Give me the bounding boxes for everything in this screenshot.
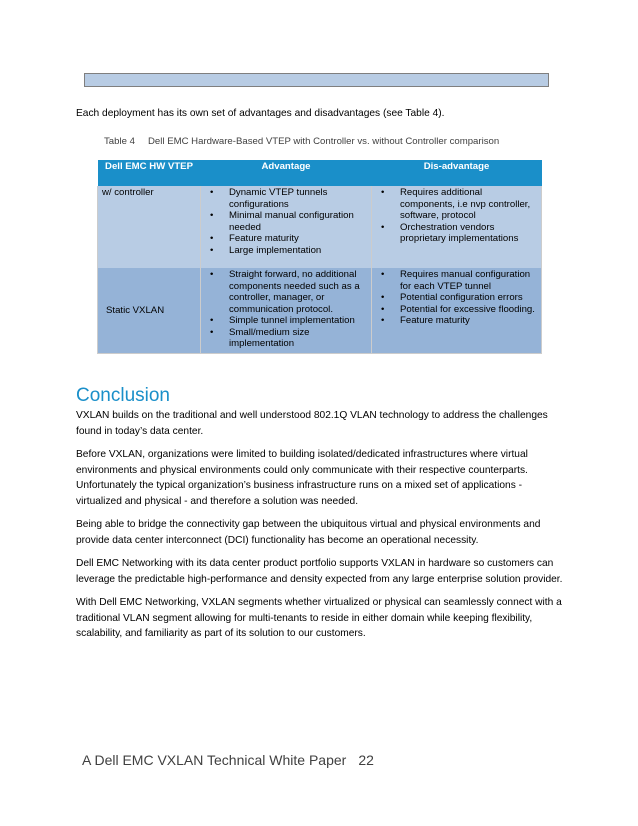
table-caption (104, 136, 499, 147)
list-item: • Orchestration vendors proprietary implementations (376, 222, 537, 245)
list-item: • Potential configuration errors (376, 292, 537, 304)
list-item: • Dynamic VTEP tunnels configurations (205, 187, 367, 210)
disadvantages-cell (372, 186, 542, 268)
list-item: • Simple tunnel implementation (205, 315, 367, 327)
advantages-cell (201, 186, 372, 268)
paragraph: VXLAN builds on the traditional and well understood 802.1Q VLAN technology to address the challenges found in today’s data center. (76, 410, 548, 437)
paragraph: Before VXLAN, organizations were limited to building isolated/dedicated infrastructures where virtual environments and physical environments could only communicate with their respective counterparts. Unfortunately the typical organization’s business infrastructure runs on a mixed set of applications - virtualized and physical - and therefore a solution was needed. (76, 449, 528, 507)
conclusion-heading: Conclusion (76, 385, 170, 406)
header-disadvantage: Dis-advantage (372, 160, 542, 186)
vtep-comparison-table (97, 160, 542, 354)
conclusion-body (76, 408, 566, 650)
paragraph: Dell EMC Networking with its data center product portfolio supports VXLAN in hardware so customers can leverage the predictable high-performance and density expected from any large enterprise solution provider. (76, 558, 563, 585)
advantages-cell (201, 268, 372, 354)
list-item: • Large implementation (205, 245, 367, 257)
list-item: • Feature maturity (205, 233, 367, 245)
header-hw-vtep: Dell EMC HW VTEP (98, 160, 201, 186)
list-item: • Feature maturity (376, 315, 537, 327)
row-label: w/ controller (98, 186, 201, 268)
row-label: Static VXLAN (98, 268, 201, 354)
list-item: • Requires additional components, i.e nvp controller, software, protocol (376, 187, 537, 222)
page-footer (82, 752, 374, 768)
header-advantage: Advantage (201, 160, 372, 186)
list-item: • Straight forward, no additional components needed such as a controller, manager, or communication protocol. (205, 269, 367, 315)
list-item: • Potential for excessive flooding. (376, 304, 537, 316)
list-item: • Requires manual configuration for each VTEP tunnel (376, 269, 537, 292)
table-caption-number: Table 4 (104, 136, 135, 147)
page-number: 22 (358, 752, 374, 768)
disadvantages-cell (372, 268, 542, 354)
paragraph: With Dell EMC Networking, VXLAN segments whether virtualized or physical can seamlessly connect with a traditional VLAN segment allowing for multi-tenants to reside in either domain while keeping flexibility, scalability, and familiarity as part of its solution to our customers. (76, 597, 562, 639)
table-row (98, 186, 542, 268)
table-row (98, 268, 542, 354)
paragraph: Being able to bridge the connectivity gap between the ubiquitous virtual and physical environments and provide data center interconnect (DCI) functionality has become an operational necessity. (76, 519, 541, 546)
intro-text: Each deployment has its own set of advantages and disadvantages (see Table 4). (76, 108, 445, 119)
footer-title: A Dell EMC VXLAN Technical White Paper (82, 752, 347, 768)
list-item: • Small/medium size implementation (205, 327, 367, 350)
list-item: • Minimal manual configuration needed (205, 210, 367, 233)
header-bar (84, 73, 549, 87)
table-caption-text: Dell EMC Hardware-Based VTEP with Controller vs. without Controller comparison (148, 136, 500, 147)
